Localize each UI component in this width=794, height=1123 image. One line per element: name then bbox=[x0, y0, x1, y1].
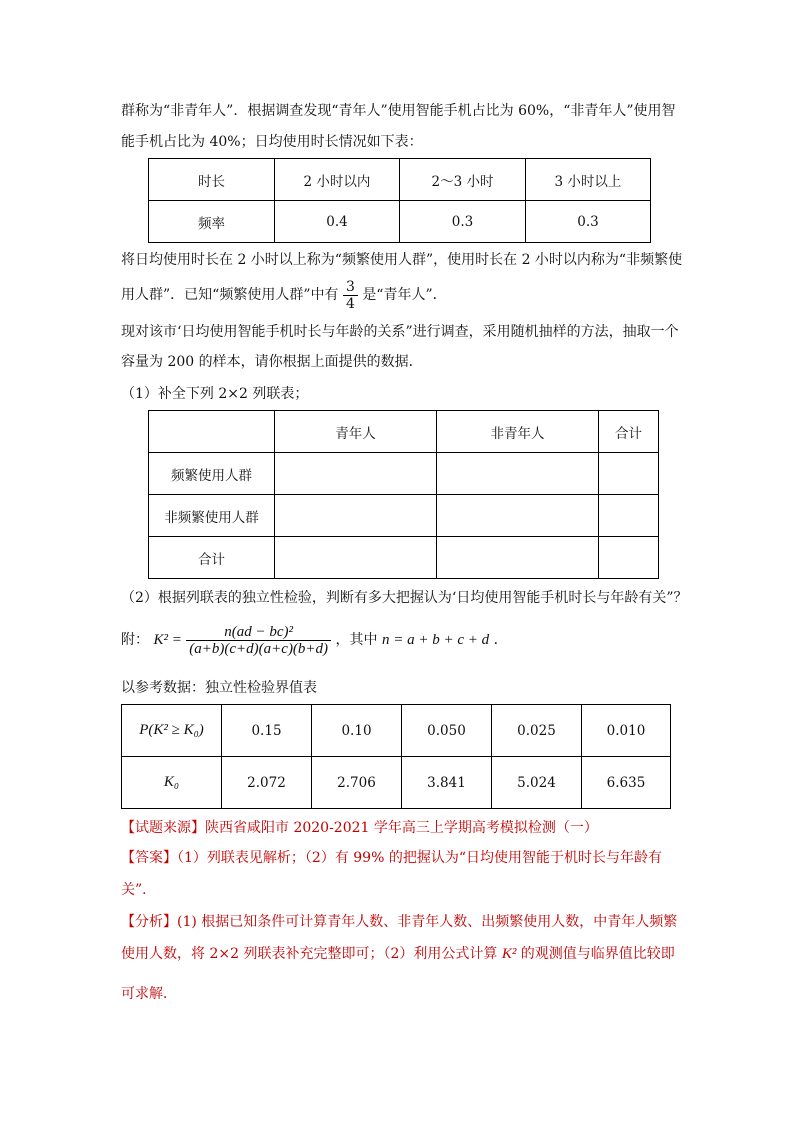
table2-row-label: 合计 bbox=[149, 537, 275, 579]
fraction-three-quarters bbox=[343, 279, 358, 312]
question-2: （2）根据列联表的独立性检验，判断有多大把握认为‘日均使用智能手机时长与年龄有关”？ bbox=[121, 590, 688, 606]
analysis-line-3: 可求解． bbox=[121, 986, 177, 1002]
formula-fraction bbox=[186, 624, 331, 657]
answer-line-2: 关”． bbox=[121, 882, 157, 898]
table1-cell: 0.3 bbox=[526, 201, 651, 243]
duration-frequency-table bbox=[148, 158, 651, 243]
para-line-2-b: 是“青年人”． bbox=[362, 287, 447, 303]
table2-empty-cell bbox=[599, 495, 659, 537]
para-line-1: 将日均使用时长在 2 小时以上称为“频繁使用人群”，使用时长在 2 小时以内称为“非频繁使 bbox=[121, 252, 683, 268]
para-line-2 bbox=[121, 278, 447, 312]
para-line-2-a: 用人群”．已知“频繁使用人群”中有 bbox=[121, 287, 339, 303]
analysis-line-2 bbox=[121, 944, 675, 964]
critical-value-table bbox=[121, 704, 671, 809]
table2-header-cell bbox=[149, 411, 275, 453]
table3-cell: 0.10 bbox=[312, 705, 402, 757]
contingency-table bbox=[148, 410, 659, 579]
table2-empty-cell bbox=[437, 537, 599, 579]
table3-cell: 0.010 bbox=[582, 705, 671, 757]
fraction-denominator: 4 bbox=[345, 295, 355, 312]
table1-header-cell: 时长 bbox=[149, 159, 275, 201]
table2-empty-cell bbox=[599, 537, 659, 579]
intro-line-1: 群称为“非青年人”．根据调查发现“青年人”使用智能手机占比为 60%，“非青年人”使用智 bbox=[121, 103, 676, 119]
formula-line bbox=[121, 620, 508, 660]
table3-cell: 0.050 bbox=[402, 705, 492, 757]
source-line: 【试题来源】陕西省咸阳市 2020-2021 学年高三上学期高考模拟检测（一） bbox=[121, 820, 598, 836]
table2-empty-cell bbox=[599, 453, 659, 495]
table1-header-cell: 3 小时以上 bbox=[526, 159, 651, 201]
formula-suffix: ，其中 bbox=[335, 632, 378, 648]
table3-row1-label: P(K² ≥ K₀) bbox=[122, 705, 222, 757]
table1-header-cell: 2 小时以内 bbox=[275, 159, 400, 201]
analysis-line-1: 【分析】(1) 根据已知条件可计算青年人数、非青年人数、出频繁使用人数，中青年人频繁 bbox=[121, 914, 678, 930]
table2-row-label: 非频繁使用人群 bbox=[149, 495, 275, 537]
answer-line-1: 【答案】（1）列联表见解析；（2）有 99% 的把握认为“日均使用智能于机时长与年龄有 bbox=[121, 850, 662, 866]
formula-condition: n = a + b + c + d bbox=[381, 632, 490, 648]
formula-denominator: (a+b)(c+d)(a+c)(b+d) bbox=[189, 640, 329, 657]
table2-empty-cell bbox=[275, 495, 437, 537]
table3-row2-label: K₀ bbox=[122, 757, 222, 809]
formula-lhs: K² = bbox=[153, 632, 182, 648]
table2-header-cell: 青年人 bbox=[275, 411, 437, 453]
analysis-line-2-a: 使用人数，将 2×2 列联表补充完整即可；（2）利用公式计算 bbox=[121, 946, 498, 962]
table2-empty-cell bbox=[437, 453, 599, 495]
fraction-numerator: 3 bbox=[343, 279, 358, 296]
table1-cell: 0.3 bbox=[400, 201, 526, 243]
question-1: （1）补全下列 2×2 列联表； bbox=[121, 386, 309, 402]
table2-empty-cell bbox=[275, 537, 437, 579]
formula-prefix: 附： bbox=[121, 632, 149, 648]
para-line-4: 容量为 200 的样本，请你根据上面提供的数据． bbox=[121, 354, 423, 370]
table3-cell: 0.15 bbox=[222, 705, 312, 757]
table3-cell: 6.635 bbox=[582, 757, 671, 809]
table3-cell: 2.072 bbox=[222, 757, 312, 809]
table3-cell: 0.025 bbox=[492, 705, 582, 757]
intro-line-2: 能手机占比为 40%；日均使用时长情况如下表： bbox=[121, 134, 423, 150]
table3-cell: 2.706 bbox=[312, 757, 402, 809]
reference-title: 以参考数据：独立性检验界值表 bbox=[121, 680, 317, 696]
formula-end: ． bbox=[493, 632, 508, 648]
table3-cell: 3.841 bbox=[402, 757, 492, 809]
table1-header-cell: 2～3 小时 bbox=[400, 159, 526, 201]
formula-numerator: n(ad − bc)² bbox=[186, 624, 331, 641]
table2-header-cell: 合计 bbox=[599, 411, 659, 453]
table1-cell: 0.4 bbox=[275, 201, 400, 243]
table2-empty-cell bbox=[275, 453, 437, 495]
table1-cell: 频率 bbox=[149, 201, 275, 243]
table2-header-cell: 非青年人 bbox=[437, 411, 599, 453]
para-line-3: 现对该市‘日均使用智能手机时长与年龄的关系”进行调查，采用随机抽样的方法，抽取一个 bbox=[121, 324, 679, 340]
table2-empty-cell bbox=[437, 495, 599, 537]
analysis-k-squared: K² bbox=[501, 946, 517, 962]
table2-row-label: 频繁使用人群 bbox=[149, 453, 275, 495]
analysis-line-2-b: 的观测值与临界值比较即 bbox=[520, 946, 675, 962]
table3-cell: 5.024 bbox=[492, 757, 582, 809]
